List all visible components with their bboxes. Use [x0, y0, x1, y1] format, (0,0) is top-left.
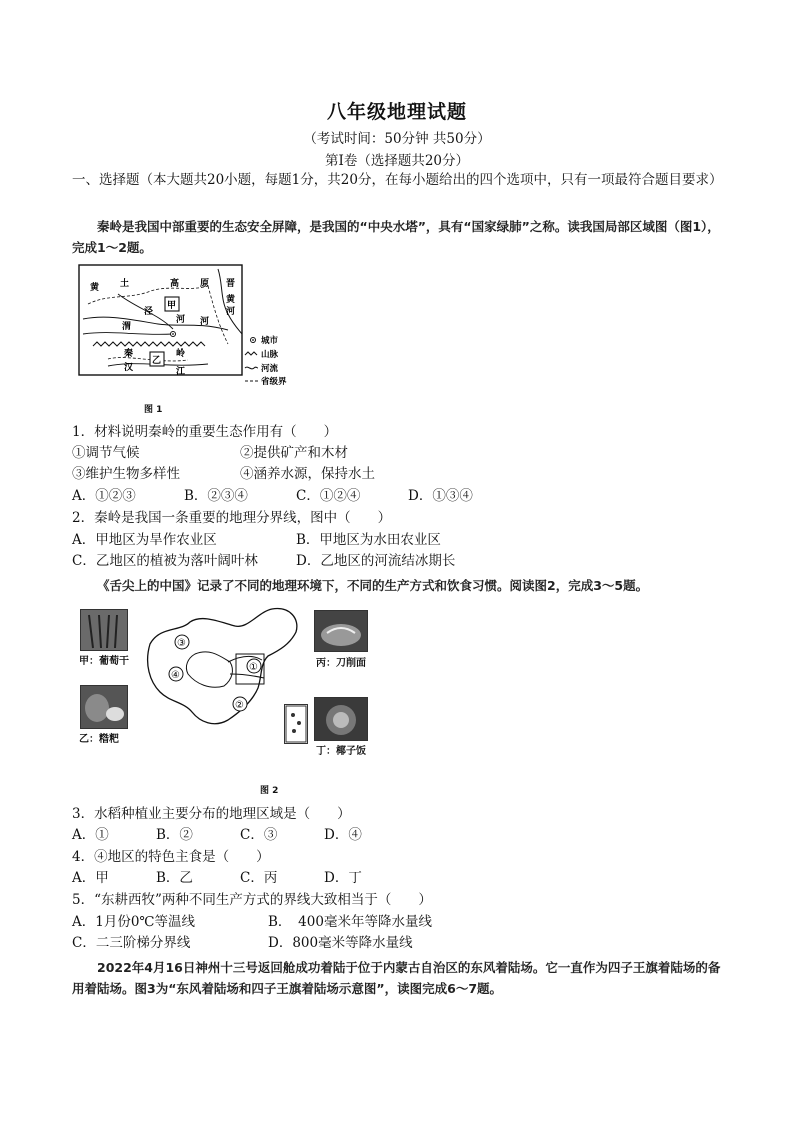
legend-mountain: 山脉 — [261, 350, 279, 360]
q1-option-a[interactable]: A．①②③ — [72, 488, 136, 504]
question-1-stem: 1．材料说明秦岭的重要生态作用有（ ） — [72, 424, 338, 440]
photo-raisins — [80, 609, 128, 651]
map-box-yi: 乙 — [152, 356, 162, 366]
q5-option-a[interactable]: A．1月份0℃等温线 — [72, 914, 196, 930]
q2-option-b[interactable]: B．甲地区为水田农业区 — [296, 532, 441, 548]
q2-option-a[interactable]: A．甲地区为旱作农业区 — [72, 532, 217, 548]
exam-info: （考试时间：50分钟 共50分） — [303, 131, 491, 147]
material-3: 2022年4月16日神州十三号返回舱成功着陆于位于内蒙古自治区的东风着陆场。它一直作为四子王旗着陆场的备用着陆场。图3为“东风着陆场和四子王旗着陆场示意图”，读图完成6～7题。 — [72, 960, 721, 996]
map-label-han: 汉 — [124, 363, 134, 373]
figure-2-china-map — [140, 604, 308, 742]
photo-coconut-rice — [314, 697, 368, 741]
map-label-yuan: 原 — [200, 279, 210, 289]
region-2: ② — [235, 700, 244, 711]
q3-option-b[interactable]: B．② — [156, 827, 193, 843]
figure-2-caption: 图 2 — [260, 786, 279, 796]
q2-option-c[interactable]: C．乙地区的植被为落叶阔叶林 — [72, 553, 258, 569]
photo-coconut-pack — [284, 704, 308, 744]
photo-tsampa — [80, 685, 128, 729]
question-3-stem: 3．水稻种植业主要分布的地理区域是（ ） — [72, 806, 351, 822]
figure-1-map — [78, 264, 306, 400]
region-1: ① — [249, 662, 258, 673]
material-1: 秦岭是我国中部重要的生态安全屏障，是我国的“中央水塔”，具有“国家绿肺”之称。读我国局部区域图（图1），完成1～2题。 — [72, 219, 720, 255]
q4-option-a[interactable]: A．甲 — [72, 870, 109, 886]
legend-river: 河流 — [261, 364, 279, 374]
figure-1-caption: 图 1 — [144, 405, 163, 415]
q1-statement-2: ②提供矿产和木材 — [240, 445, 348, 461]
q1-option-b[interactable]: B．②③④ — [184, 488, 248, 504]
map-label-qin: 秦 — [124, 349, 134, 359]
q1-option-d[interactable]: D．①③④ — [408, 488, 473, 504]
q4-option-d[interactable]: D．丁 — [324, 870, 362, 886]
map-label-gao: 高 — [170, 279, 180, 289]
q4-option-b[interactable]: B．乙 — [156, 870, 193, 886]
section-heading: 一、选择题（本大题共20小题，每题1分，共20分，在每小题给出的四个选项中，只有一项最符合题目要求） — [72, 172, 723, 188]
question-5-stem: 5．“东耕西牧”两种不同生产方式的界线大致相当于（ ） — [72, 892, 432, 908]
q1-option-c[interactable]: C．①②④ — [296, 488, 361, 504]
map-label-huang: 黄 — [90, 283, 100, 293]
q3-option-c[interactable]: C．③ — [240, 827, 278, 843]
q1-statement-3: ③维护生物多样性 — [72, 466, 180, 482]
question-4-stem: 4．④地区的特色主食是（ ） — [72, 849, 270, 865]
photo-label-bing: 丙：刀削面 — [316, 658, 366, 669]
map-label-jing: 泾 — [144, 307, 154, 317]
map-label-he2: 河 — [200, 317, 210, 327]
q5-option-c[interactable]: C．二三阶梯分界线 — [72, 935, 191, 951]
exam-title: 八年级地理试题 — [326, 101, 467, 123]
photo-label-ding: 丁：椰子饭 — [316, 746, 366, 757]
question-2-stem: 2．秦岭是我国一条重要的地理分界线，图中（ ） — [72, 510, 392, 526]
q4-option-c[interactable]: C．丙 — [240, 870, 278, 886]
q3-option-d[interactable]: D．④ — [324, 827, 362, 843]
map-label-he3: 河 — [226, 307, 236, 317]
map-label-ling: 岭 — [176, 349, 186, 359]
photo-label-yi: 乙：糌粑 — [79, 734, 119, 745]
map-label-wei: 渭 — [122, 322, 132, 332]
q3-option-a[interactable]: A．① — [72, 827, 109, 843]
legend-city: 城市 — [261, 336, 279, 346]
photo-label-jia: 甲：葡萄干 — [79, 656, 129, 667]
map-label-huang2: 黄 — [226, 295, 236, 305]
map-label-jiang: 江 — [176, 367, 186, 377]
region-3: ③ — [177, 638, 186, 649]
region-4: ④ — [171, 670, 180, 681]
q1-statement-4: ④涵养水源，保持水土 — [240, 466, 375, 482]
map-label-tu: 土 — [120, 279, 130, 289]
q1-statement-1: ①调节气候 — [72, 445, 140, 461]
legend-boundary: 省级界 — [261, 377, 287, 387]
volume-heading: 第Ⅰ卷（选择题共20分） — [324, 153, 469, 169]
map-label-jin: 晋 — [226, 279, 236, 289]
map-box-jia: 甲 — [167, 301, 177, 311]
material-2: 《舌尖上的中国》记录了不同的地理环境下，不同的生产方式和饮食习惯。阅读图2，完成3～5题。 — [97, 578, 649, 593]
map-label-he1: 河 — [176, 315, 186, 325]
photo-knife-noodles — [314, 610, 368, 652]
q2-option-d[interactable]: D．乙地区的河流结冰期长 — [296, 553, 456, 569]
q5-option-b[interactable]: B． 400毫米年等降水量线 — [268, 914, 432, 930]
q5-option-d[interactable]: D．800毫米等降水量线 — [268, 935, 413, 951]
